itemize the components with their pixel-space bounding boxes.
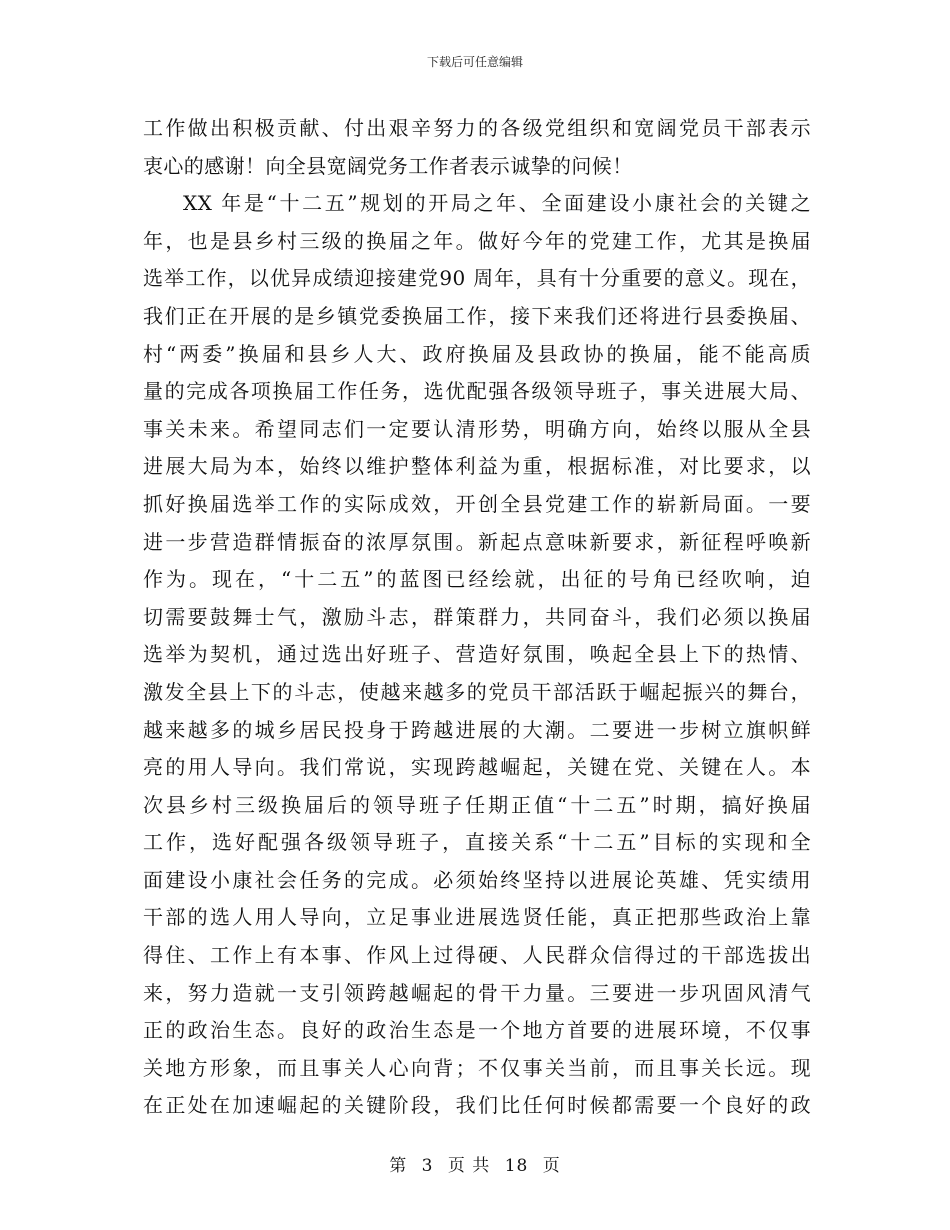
text-line: 关地方形象，而且事关人心向背；不仅事关当前，而且事关长远。现 [143, 1055, 811, 1080]
footer-suffix: 页 [542, 1156, 561, 1176]
text-line: 衷心的感谢！向全县宽阔党务工作者表示诚挚的问候！ [143, 153, 633, 178]
text-line: 年，也是县乡村三级的换届之年。做好今年的党建工作，尤其是换届 [143, 228, 811, 253]
total-pages-number: 18 [504, 1156, 529, 1176]
text-line: 工作，选好配强各级领导班子，直接关系“十二五”目标的实现和全 [143, 830, 811, 855]
text-line: 作为。现在，“十二五”的蓝图已经绘就，出征的号角已经吹响，迫 [143, 567, 811, 592]
document-body [143, 110, 811, 1125]
footer-middle: 页 共 [447, 1156, 491, 1176]
current-page-number: 3 [421, 1156, 434, 1176]
text-line: 我们正在开展的是乡镇党委换届工作，接下来我们还将进行县委换届、 [143, 303, 811, 328]
text-line: 事关未来。希望同志们一定要认清形势，明确方向，始终以服从全县 [143, 416, 811, 441]
text-line: 量的完成各项换届工作任务，选优配强各级领导班子，事关进展大局、 [143, 379, 811, 404]
text-line: 越来越多的城乡居民投身于跨越进展的大潮。二要进一步树立旗帜鲜 [143, 717, 811, 742]
text-line: 面建设小康社会任务的完成。必须始终坚持以进展论英雄、凭实绩用 [143, 867, 811, 892]
text-line: 次县乡村三级换届后的领导班子任期正值“十二五”时期，搞好换届 [143, 792, 811, 817]
text-line: 来，努力造就一支引领跨越崛起的骨干力量。三要进一步巩固风清气 [143, 980, 811, 1005]
text-line: 激发全县上下的斗志，使越来越多的党员干部活跃于崛起振兴的舞台， [143, 679, 811, 704]
text-line: 工作做出积极贡献、付出艰辛努力的各级党组织和宽阔党员干部表示 [143, 116, 811, 140]
text-line: 进展大局为本，始终以维护整体利益为重，根据标准，对比要求，以 [143, 454, 811, 479]
text-line: 选举工作，以优异成绩迎接建党90 周年，具有十分重要的意义。现在， [143, 266, 811, 291]
text-line: 抓好换届选举工作的实际成效，开创全县党建工作的崭新局面。一要 [143, 491, 811, 516]
page-footer [0, 1156, 950, 1176]
text-line: XX 年是“十二五”规划的开局之年、全面建设小康社会的关键之 [183, 191, 811, 216]
footer-prefix: 第 [389, 1156, 408, 1176]
text-line: 干部的选人用人导向，立足事业进展选贤任能，真正把那些政治上靠 [143, 905, 811, 930]
text-line: 在正处在加速崛起的关键阶段，我们比任何时候都需要一个良好的政 [143, 1093, 811, 1118]
text-line: 进一步营造群情振奋的浓厚氛围。新起点意味新要求，新征程呼唤新 [143, 529, 811, 554]
text-line: 村“两委”换届和县乡人大、政府换届及县政协的换届，能不能高质 [143, 341, 811, 366]
text-line: 正的政治生态。良好的政治生态是一个地方首要的进展环境，不仅事 [143, 1018, 811, 1043]
text-line: 得住、工作上有本事、作风上过得硬、人民群众信得过的干部选拔出 [143, 943, 811, 968]
page-header-note: 下载后可任意编辑 [426, 55, 523, 69]
text-line: 切需要鼓舞士气，激励斗志，群策群力，共同奋斗，我们必须以换届 [143, 604, 811, 629]
text-line: 选举为契机，通过选出好班子、营造好氛围，唤起全县上下的热情、 [143, 642, 811, 667]
text-line: 亮的用人导向。我们常说，实现跨越崛起，关键在党、关键在人。本 [143, 755, 811, 780]
